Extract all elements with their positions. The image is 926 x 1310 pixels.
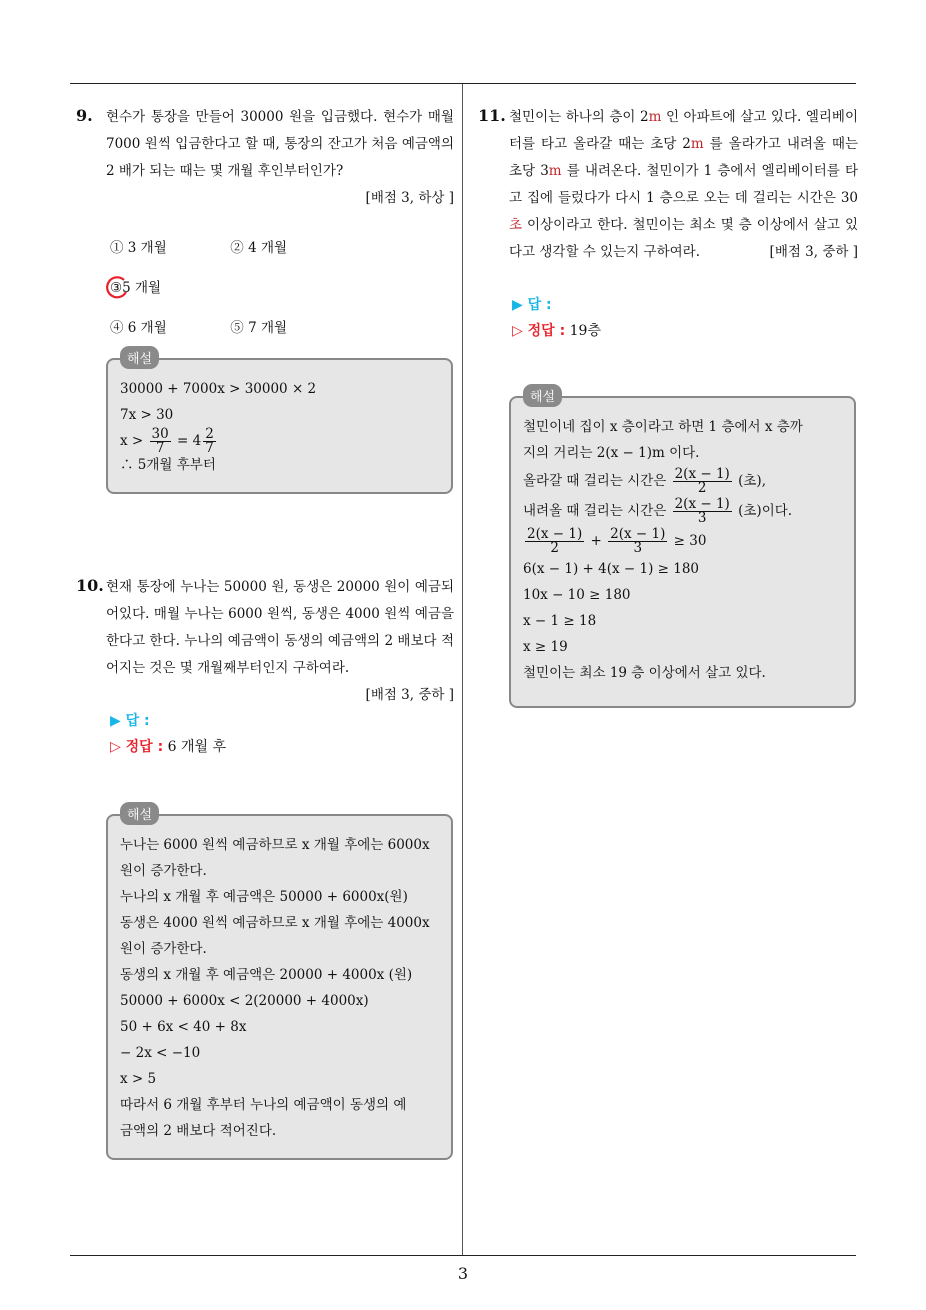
q10-number: 10. [76,576,104,595]
q11-explain-frac-line: 내려올 때 걸리는 시간은 $\frac{2(x - 1)}{3}$ (초)이다. [523,496,793,526]
q11-explain-line: 철민이는 최소 19 층 이상에서 살고 있다. [523,665,766,681]
q10-text [106,574,454,709]
q11-explain-frac-line: 올라갈 때 걸리는 시간은 $\frac{2(x - 1)}{2}$ (초), [523,466,766,496]
q11-answer [512,292,601,344]
q11-score: [배점 3, 중하 ] [769,244,858,260]
q10-correct-value: 6 개월 후 [167,739,227,755]
q11-correct-label: ▷ 정답 : [512,323,566,339]
q11-correct-value: 19층 [569,323,601,339]
q11-explain-line: 10x − 10 ≥ 180 [523,587,631,603]
q10-explain-line: 50 + 6x < 40 + 8x [120,1019,247,1035]
q10-explain-line: 원이 증가한다. [120,941,207,957]
q11-explain-line: x ≥ 19 [523,639,568,655]
q9-number: 9. [76,106,93,125]
q10-explain-line: 누나는 6000 원씩 예금하므로 x 개월 후에는 6000x [120,837,430,853]
q10-score: [배점 3, 중하 ] [365,687,454,703]
q9-explain-line: ∴ 5개월 후부터 [120,457,216,473]
q11-number: 11. [478,106,506,125]
q10-correct-label: ▷ 정답 : [110,739,164,755]
q9-explanation-box [106,352,453,494]
q10-answer-label: ▶ 답 : [110,713,150,729]
q10-explanation-box [106,808,453,1160]
q10-explain-line: − 2x < −10 [120,1045,201,1061]
q9-explain-line: 7x > 30 [120,407,174,423]
q9-choices [110,228,460,348]
q9-question: 현수가 통장을 만들어 30000 원을 입금했다. 현수가 매월 7000 원씩 입금한다고 할 때, 통장의 잔고가 처음 예금액의 2 배가 되는 때는 몇 개월 후인부터인가? [106,109,454,179]
q11-explain-line: 지의 거리는 2(x − 1)m 이다. [523,445,700,461]
q9-choice-2[interactable]: ② 4 개월 [230,240,288,256]
answer-circle-icon [104,275,130,301]
bottom-rule [70,1255,856,1256]
q9-text [106,104,454,212]
q9-choice-3-mark: ③ [110,268,122,308]
q10-explain-line: 50000 + 6000x < 2(20000 + 4000x) [120,993,369,1009]
top-rule [70,83,856,84]
q9-choice-3[interactable]: ③ 5 개월 [110,268,226,308]
q9-choice-4[interactable]: ④ 6 개월 [110,320,167,336]
q10-explain-line: 따라서 6 개월 후부터 누나의 예금액이 동생의 예 [120,1097,407,1113]
q10-explain-line: 동생은 4000 원씩 예금하므로 x 개월 후에는 4000x [120,915,430,931]
q11-explain-line: 철민이네 집이 x 층이라고 하면 1 층에서 x 층까 [523,419,803,435]
q9-explain-tag: 해설 [120,346,159,369]
page-number: 3 [457,1264,469,1283]
q9-choice-1[interactable]: ① 3 개월 [110,240,167,256]
q11-answer-label: ▶ 답 : [512,297,552,313]
q11-explain-frac-line: $\frac{2(x - 1)}{2}$ + $\frac{2(x - 1)}{3}$ ≥ 30 [527,526,707,556]
q11-explain-line: x − 1 ≥ 18 [523,613,597,629]
q10-explain-line: 원이 증가한다. [120,863,207,879]
q11-question: 철민이는 하나의 층이 2m 인 아파트에 살고 있다. 엘리베이터를 타고 올라갈 때는 초당 2m 를 올라가고 내려올 때는 초당 3m 를 내려온다. 철민이가 1 층에서 엘리베이터를 타고 집에 들렀다가 다시 1 층으로 오는 데 걸리는 시간은 30초 이상이라고 한다. 철민이는 최소 몇 층 이상에서 살고 있다고 생각할 수 있는지 구하여라. [509,109,858,260]
q10-explain-line: x > 5 [120,1071,157,1087]
q10-question: 현재 통장에 누나는 50000 원, 동생은 20000 원이 예금되어있다. 매월 누나는 6000 원씩, 동생은 4000 원씩 예금을 한다고 한다. 누나의 예금액이 동생의 예금액의 2 배보다 적어지는 것은 몇 개월째부터인지 구하여라. [106,579,454,676]
q11-text [509,104,858,266]
q10-explain-line: 동생의 x 개월 후 예금액은 20000 + 4000x (원) [120,967,413,983]
q11-explain-tag: 해설 [523,384,562,407]
q10-explain-tag: 해설 [120,802,159,825]
q11-explanation-box [509,390,856,708]
q10-explain-line: 금액의 2 배보다 적어진다. [120,1123,277,1139]
q9-score: [배점 3, 하상 ] [365,190,454,206]
q10-answer [110,708,226,760]
q9-explain-line: 30000 + 7000x > 30000 × 2 [120,381,317,397]
q9-explain-frac-line: x > $\frac{30}{7}$ = 4 $\frac{2}{7}$ [120,426,214,456]
q10-explain-line: 누나의 x 개월 후 예금액은 50000 + 6000x(원) [120,889,408,905]
q9-choice-5[interactable]: ⑤ 7 개월 [230,320,288,336]
column-divider [462,84,463,1256]
q11-explain-line: 6(x − 1) + 4(x − 1) ≥ 180 [523,561,699,577]
